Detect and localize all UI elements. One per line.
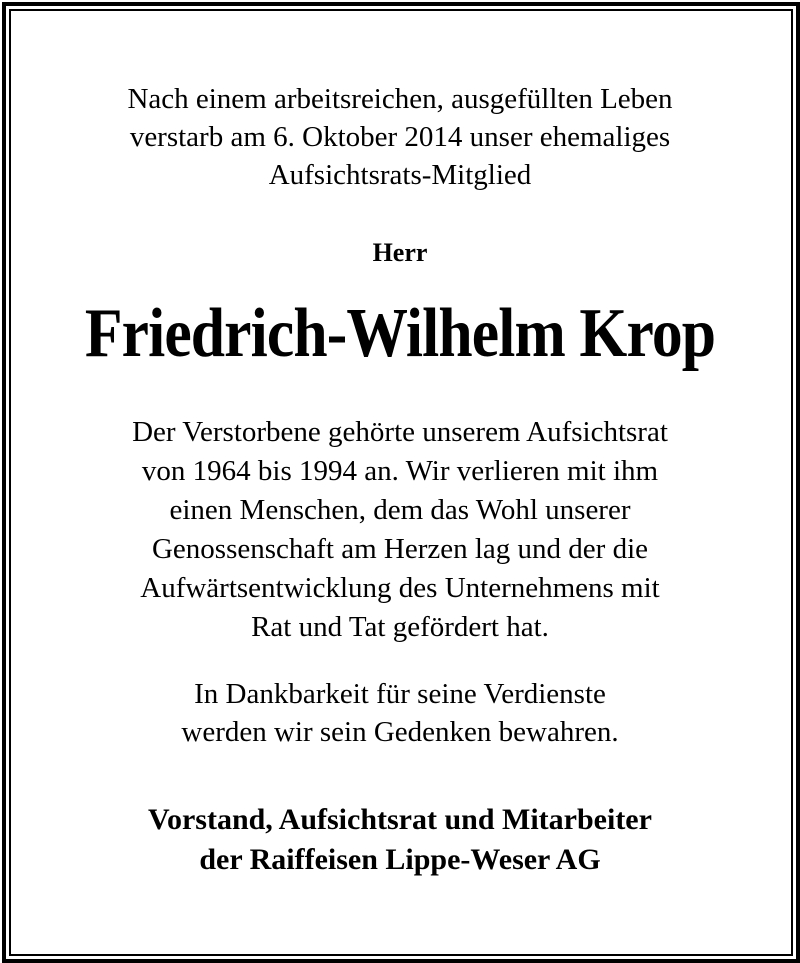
intro-line: Aufsichtsrats-Mitglied <box>268 159 532 191</box>
deceased-name: Friedrich-Wilhelm Krop <box>84 295 716 372</box>
signature-line: der Raiffeisen Lippe-Weser AG <box>199 843 601 876</box>
closing-paragraph <box>0 675 800 751</box>
intro-line: Nach einem arbeitsreichen, ausgefüllten Leben <box>127 83 673 115</box>
closing-line: In Dankbarkeit für seine Verdienste <box>194 678 606 710</box>
body-line: Rat und Tat gefördert hat. <box>251 611 549 643</box>
body-line: Genossenschaft am Herzen lag und der die <box>151 533 649 565</box>
body-line: von 1964 bis 1994 an. Wir verlieren mit ihm <box>141 455 659 487</box>
body-paragraph <box>0 413 800 647</box>
closing-line: werden wir sein Gedenken bewahren. <box>181 716 619 748</box>
signature-block <box>0 800 800 880</box>
intro-line: verstarb am 6. Oktober 2014 unser ehemaliges <box>129 121 671 153</box>
intro-paragraph <box>0 80 800 194</box>
body-line: Aufwärtsentwicklung des Unternehmens mit <box>140 572 660 604</box>
body-line: einen Menschen, dem das Wohl unserer <box>169 494 631 526</box>
signature-line: Vorstand, Aufsichtsrat und Mitarbeiter <box>148 803 652 836</box>
body-line: Der Verstorbene gehörte unserem Aufsichtsrat <box>132 416 668 448</box>
salutation: Herr <box>372 238 428 267</box>
